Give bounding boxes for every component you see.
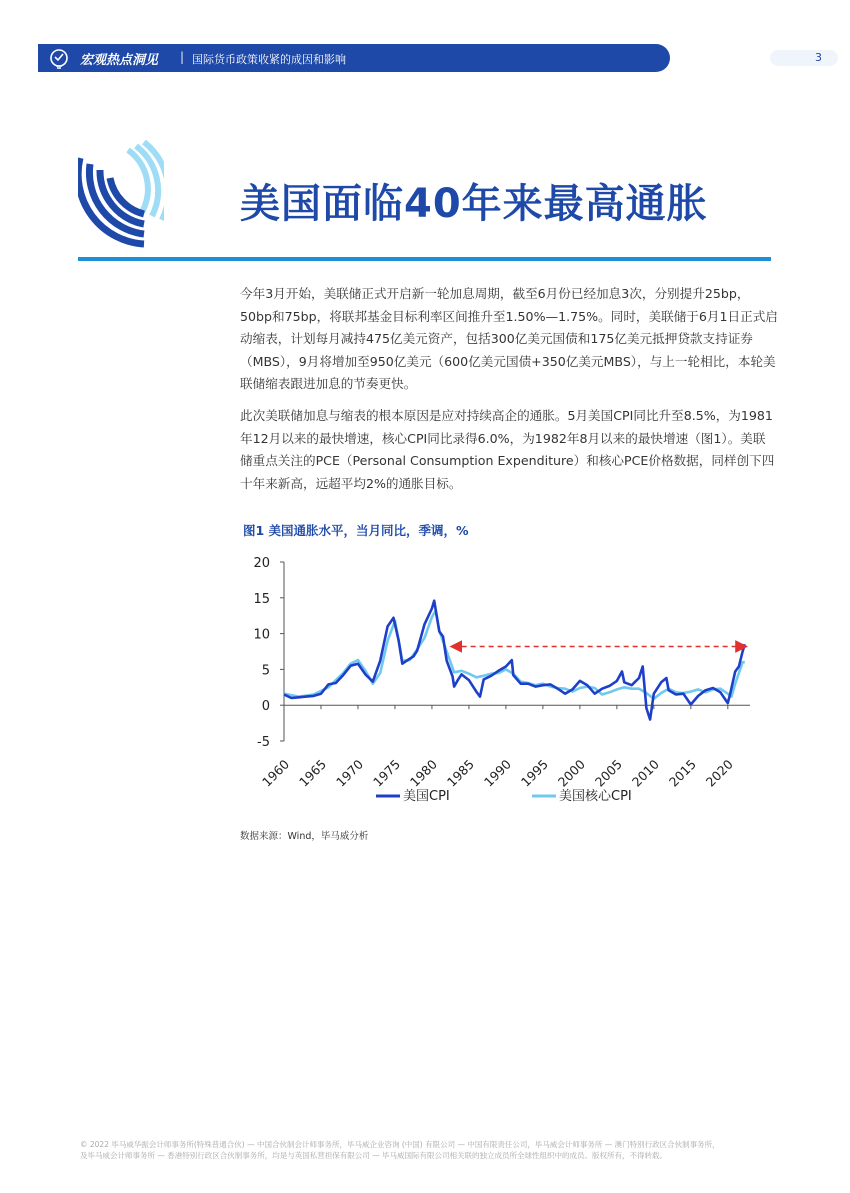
- x-tick-label: 2000: [554, 756, 588, 790]
- inflation-line-chart: [236, 548, 776, 818]
- figure-caption: 图1 美国通胀水平，当月同比，季调，%: [243, 523, 469, 538]
- header-bar: [38, 44, 670, 72]
- title-divider: [78, 257, 771, 261]
- x-tick-label: 1985: [443, 756, 478, 790]
- series-line-1: [284, 611, 745, 699]
- page-title: 美国面临40年来最高通胀: [240, 181, 708, 227]
- signal-wave-graphic: [78, 140, 164, 248]
- x-tick-label: 2020: [702, 756, 736, 790]
- x-tick-label: 1965: [296, 756, 330, 790]
- paragraph-rate-hikes: 今年3月开始，美联储正式开启新一轮加息周期，截至6月份已经加息3次，分别提升25bp，50bp和75bp，将联邦基金目标利率区间推升至1.50%—1.75%。同时，美联储于6月1日正式启动缩表，计划每月减持475亿美元资产，包括300亿美元国债和175亿美元抵押贷款支持证券（MBS），9月将增加至950亿美元（600亿美元国债+350亿美元MBS），与上一轮相比，本轮美联储缩表跟进加息的节奏更快。: [240, 286, 778, 391]
- footer-line: 及毕马威会计师事务所 — 香港特别行政区合伙制事务所，均是与英国私营担保有限公司 — 毕马威国际有限公司相关联的独立成员所全球性组织中的成员。版权所有，不得转载。: [80, 1151, 668, 1160]
- x-tick-label: 2015: [665, 756, 699, 790]
- bulb-logo-icon: [48, 48, 70, 70]
- x-tick-label: 1980: [406, 756, 441, 790]
- x-tick-label: 1990: [480, 756, 515, 790]
- page-number-badge: [770, 50, 838, 66]
- y-tick-label: 10: [253, 627, 270, 643]
- copyright-footer: [80, 1139, 780, 1161]
- x-tick-label: 1960: [259, 756, 293, 790]
- report-series-name: 宏观热点洞见: [80, 53, 159, 68]
- x-tick-label: 1970: [332, 756, 367, 790]
- y-tick-label: 0: [261, 699, 270, 715]
- x-tick-label: 1995: [517, 756, 552, 790]
- x-tick-label: 2005: [591, 756, 625, 790]
- footer-line: © 2022 毕马威华振会计师事务所(特殊普通合伙) — 中国合伙制会计师事务所，毕马威企业咨询 (中国) 有限公司 — 中国有限责任公司，毕马威会计师事务所 — 澳门特别行政区合伙制事务所，: [80, 1140, 720, 1149]
- page-number: 3: [815, 51, 822, 64]
- data-source: 数据来源：Wind，毕马威分析: [240, 831, 369, 842]
- y-tick-label: 20: [253, 556, 270, 571]
- legend-label: 美国CPI: [403, 789, 450, 804]
- paragraph-inflation: 此次美联储加息与缩表的根本原因是应对持续高企的通胀。5月美国CPI同比升至8.5%，为1981年12月以来的最快增速，核心CPI同比录得6.0%，为1982年8月以来的最快增速（图1）。美联储重点关注的PCE（Personal Consumption Expenditure）和核心PCE价格数据，同样创下四十年来新高，远超平均2%的通胀目标。: [240, 408, 775, 491]
- series-line-0: [284, 601, 745, 720]
- report-topic: 国际货币政策收紧的成因和影响: [192, 53, 346, 66]
- x-tick-label: 2010: [628, 756, 662, 790]
- x-tick-label: 1975: [369, 756, 404, 790]
- legend-label: 美国核心CPI: [559, 789, 632, 804]
- header-separator: |: [180, 50, 185, 64]
- y-tick-label: 15: [253, 591, 270, 607]
- y-tick-label: 5: [261, 663, 270, 679]
- y-tick-label: -5: [257, 735, 270, 750]
